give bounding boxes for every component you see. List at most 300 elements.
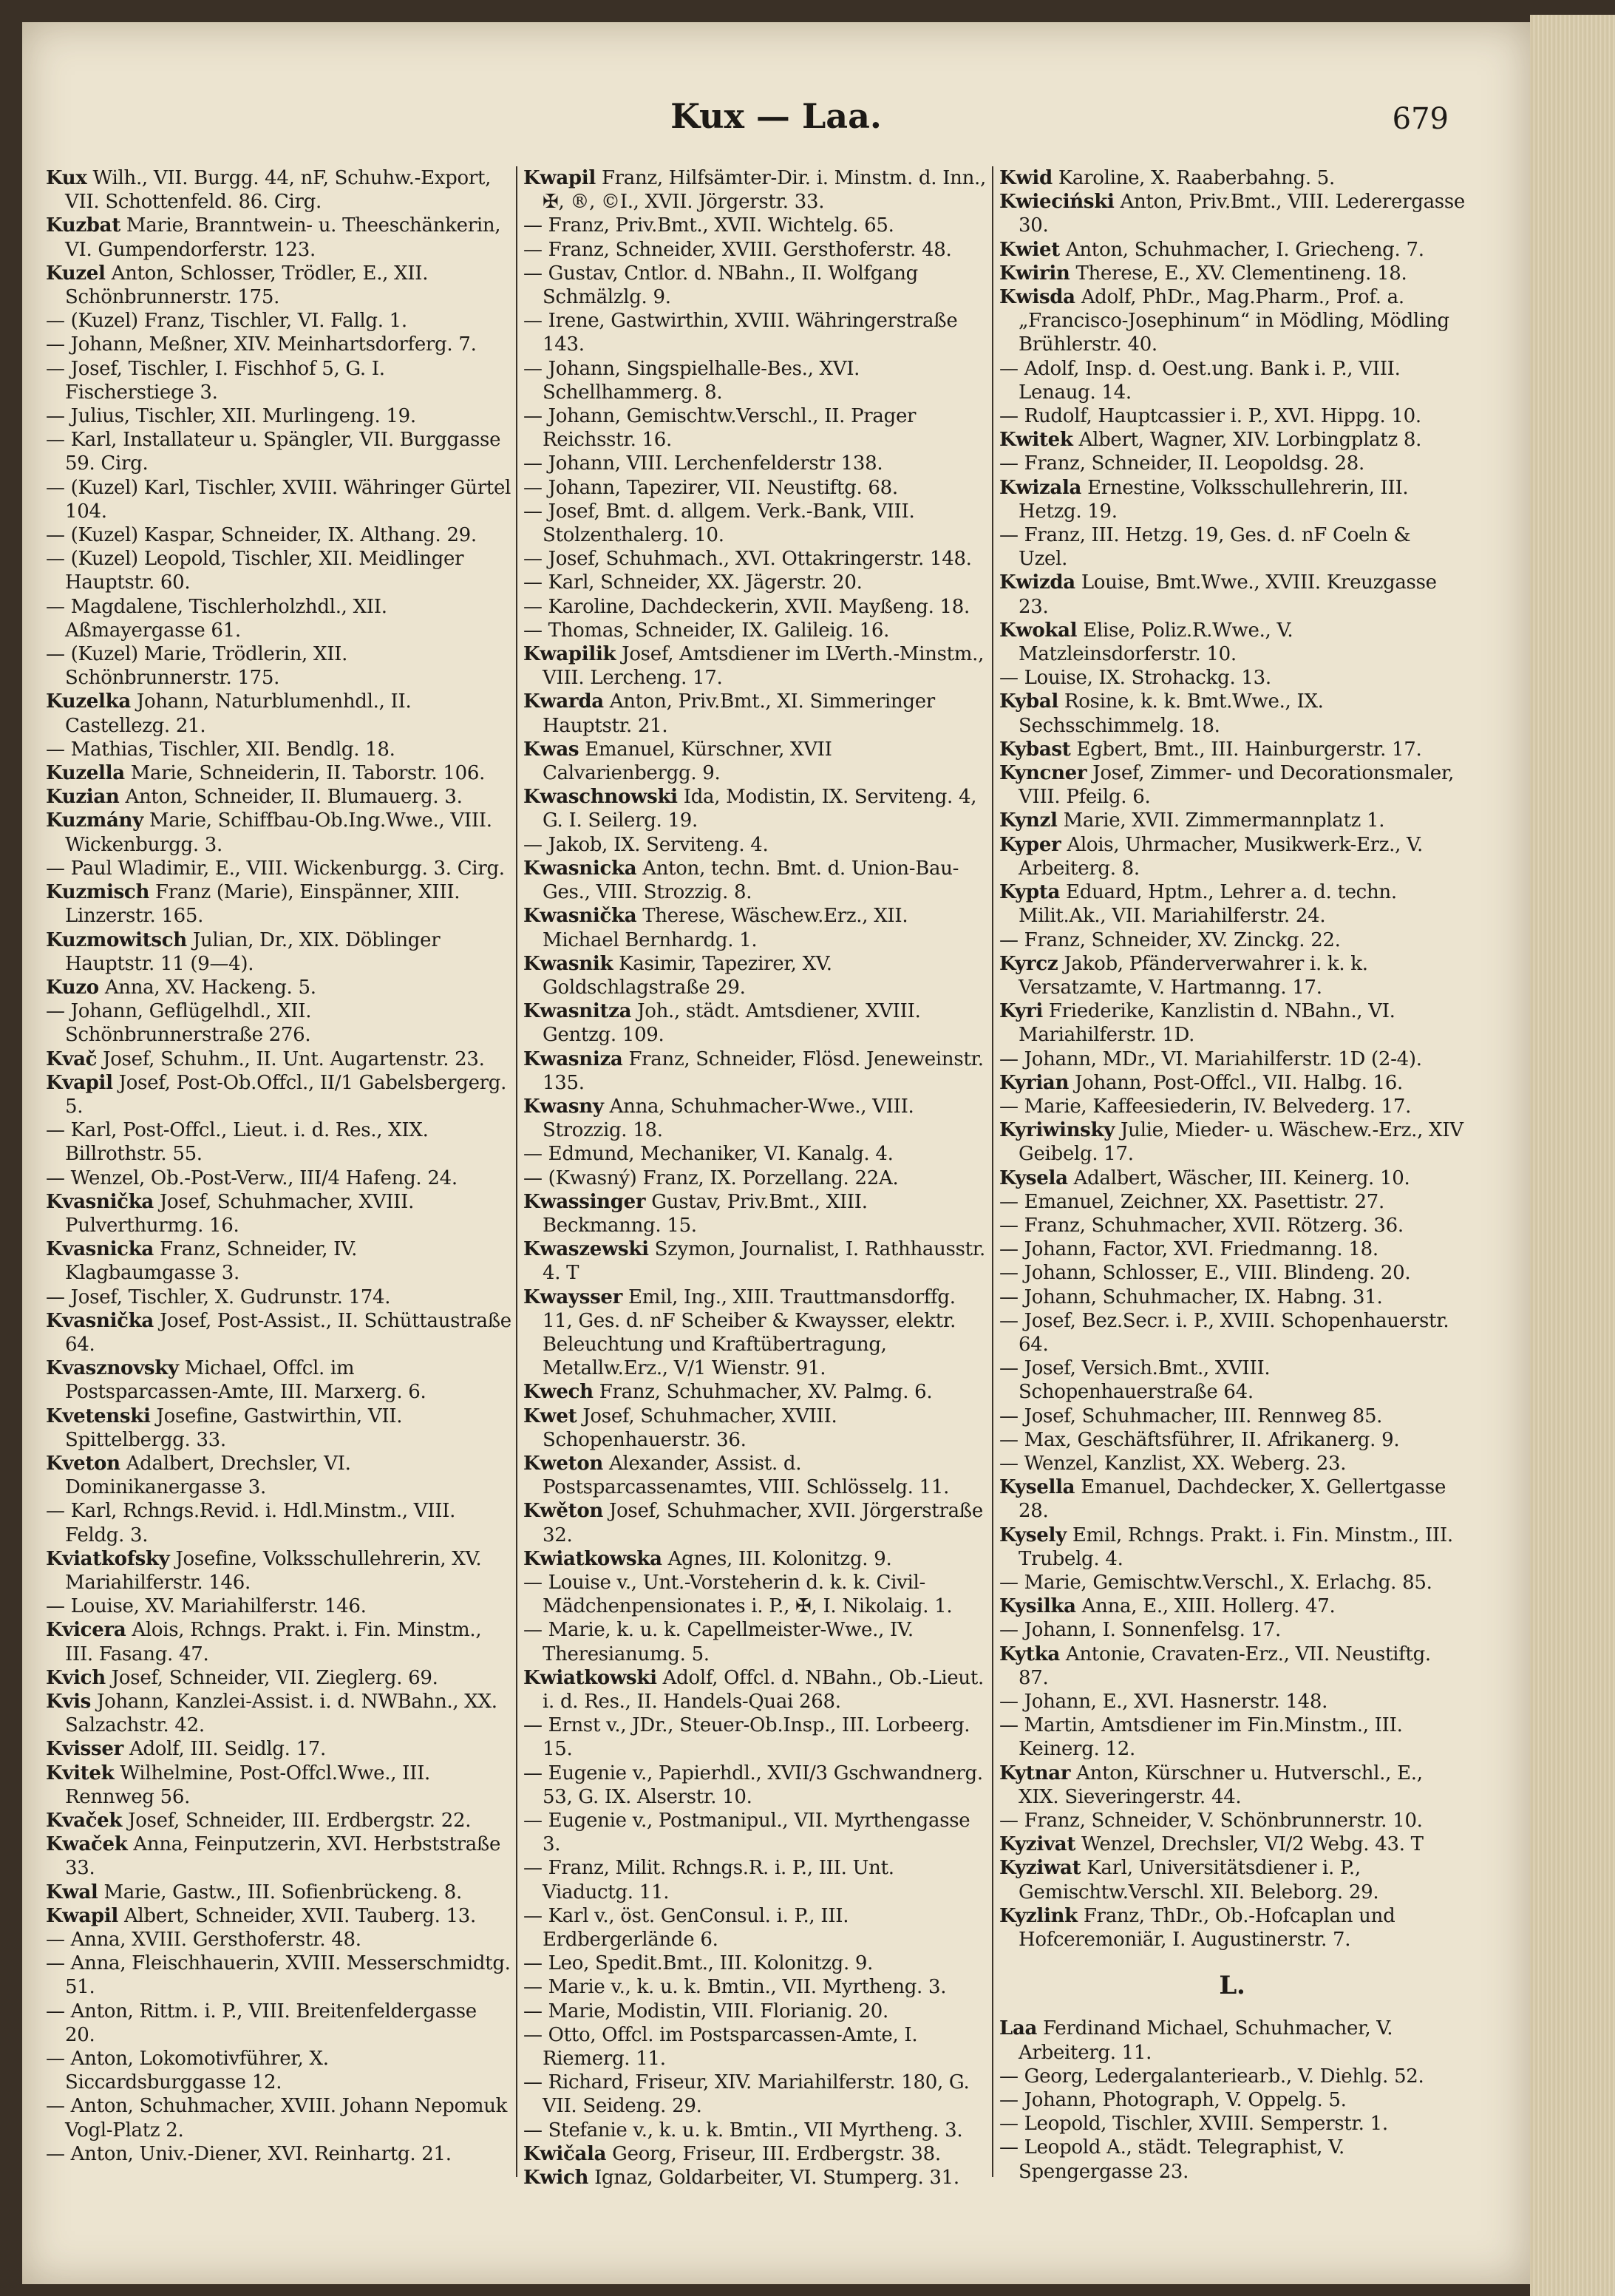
entry-surname: Kwasnička xyxy=(523,905,637,928)
entry-text: — Josef, Versich.Bmt., XVIII. Schopenhauerstraße 64. xyxy=(999,1357,1271,1404)
directory-entry xyxy=(46,785,511,809)
directory-entry xyxy=(523,1499,989,1546)
directory-entry xyxy=(999,2088,1465,2112)
entry-surname: Kwaček xyxy=(46,1833,128,1856)
entry-text: Emil, Ing., XIII. Trauttmansdorffg. 11, Ges. d. nF Scheiber & Kwaysser, elektr. Beleuchtung und Kraftübertragung, Metallw.Erz., V/1 Wienstr. 91. xyxy=(543,1285,956,1380)
directory-entry xyxy=(46,1690,511,1737)
entry-text: Josef, Post-Ob.Offcl., II/1 Gabelsbergerg. 5. xyxy=(65,1071,507,1118)
directory-entry xyxy=(523,952,989,999)
entry-surname: Kvitek xyxy=(46,1762,115,1784)
directory-entry xyxy=(46,642,511,690)
entry-surname: Kuzelka xyxy=(46,690,131,713)
directory-entry xyxy=(46,547,511,594)
entry-text: — Marie, Kaffeesiederin, IV. Belvederg. 17. xyxy=(999,1095,1412,1118)
directory-entry xyxy=(46,1666,511,1690)
directory-entry xyxy=(999,1405,1465,1428)
entry-surname: Kwizala xyxy=(999,476,1082,499)
entry-text: Egbert, Bmt., III. Hainburgerstr. 17. xyxy=(1076,738,1422,761)
entry-text: Marie, Gastw., III. Sofienbrückeng. 8. xyxy=(103,1881,463,1903)
directory-entry xyxy=(999,619,1465,666)
directory-entry xyxy=(523,738,989,785)
entry-text: Louise, Bmt.Wwe., XVIII. Kreuzgasse 23. xyxy=(1019,571,1437,618)
directory-entry xyxy=(46,2047,511,2094)
entry-text: Albert, Schneider, XVII. Tauberg. 13. xyxy=(123,1904,476,1927)
entry-text: Johann, Naturblumenhdl., II. Castellezg. 21. xyxy=(65,690,412,737)
entry-text: — Josef, Bmt. d. allgem. Verk.-Bank, VIII. Stolzenthalerg. 10. xyxy=(523,500,915,547)
entry-surname: Kyncner xyxy=(999,762,1087,785)
directory-entry xyxy=(523,642,989,690)
directory-entry xyxy=(523,904,989,951)
entry-surname: Kwaysser xyxy=(523,1285,623,1308)
entry-surname: Kwiatkowska xyxy=(523,1547,662,1570)
entry-surname: Kyzivat xyxy=(999,1833,1076,1856)
entry-text: — Johann, MDr., VI. Mariahilferstr. 1D (2-4). xyxy=(999,1047,1422,1070)
directory-entry xyxy=(46,1952,511,1999)
directory-entry xyxy=(999,1475,1465,1523)
entry-text: — Irene, Gastwirthin, XVIII. Währingerstraße 143. xyxy=(523,310,958,356)
entry-surname: Kwasny xyxy=(523,1095,604,1118)
entry-text: — Georg, Ledergalanteriearb., V. Diehlg. 52. xyxy=(999,2065,1424,2088)
entry-text: Anton, techn. Bmt. d. Union-Bau-Ges., VIII. Strozzig. 8. xyxy=(543,857,959,904)
entry-text: — Johann, Meßner, XIV. Meinhartsdorferg. 7. xyxy=(46,333,477,356)
entry-text: — Mathias, Tischler, XII. Bendlg. 18. xyxy=(46,738,395,761)
directory-entry xyxy=(999,404,1465,428)
directory-entry xyxy=(523,500,989,547)
entry-text: Josef, Schneider, III. Erdbergstr. 22. xyxy=(128,1810,472,1833)
entry-surname: Kybast xyxy=(999,738,1071,761)
directory-entry xyxy=(999,833,1465,880)
entry-text: Alois, Rchngs. Prakt. i. Fin. Minstm., III. Fasang. 47. xyxy=(65,1619,482,1665)
entry-text: — Karl, Installateur u. Spängler, VII. Burggasse 59. Cirg. xyxy=(46,429,501,475)
directory-entry xyxy=(46,428,511,475)
directory-entry xyxy=(999,1071,1465,1095)
entry-surname: Kwiet xyxy=(999,238,1060,261)
directory-entry xyxy=(999,880,1465,928)
entry-text: — Thomas, Schneider, IX. Galileig. 16. xyxy=(523,619,890,642)
entry-surname: Kwasniza xyxy=(523,1047,623,1070)
directory-entry xyxy=(523,1405,989,1452)
entry-text: — Franz, Schneider, V. Schönbrunnerstr. 10. xyxy=(999,1810,1423,1833)
entry-surname: Kysely xyxy=(999,1524,1067,1546)
entry-text: — Karl, Post-Offcl., Lieut. i. d. Res., XIX. Billrothstr. 55. xyxy=(46,1119,429,1166)
entry-surname: Kuzel xyxy=(46,262,106,285)
entry-text: Josef, Zimmer- und Decorationsmaler, VIII. Pfeilg. 6. xyxy=(1019,762,1455,809)
entry-surname: Kvasnička xyxy=(46,1190,154,1213)
directory-entry xyxy=(523,1380,989,1404)
entry-text: Josef, Schneider, VII. Zieglerg. 69. xyxy=(111,1666,438,1689)
directory-entry xyxy=(999,1762,1465,1809)
entry-text: Therese, Wäschew.Erz., XII. Michael Bernhardg. 1. xyxy=(543,905,908,951)
entry-surname: Kyzlink xyxy=(999,1904,1078,1927)
entry-text: — Johann, Geflügelhdl., XII. Schönbrunnerstraße 276. xyxy=(46,1000,312,1047)
entry-surname: Kwasnicka xyxy=(523,857,637,880)
entry-text: — Edmund, Mechaniker, VI. Kanalg. 4. xyxy=(523,1143,894,1166)
entry-text: Anton, Schneider, II. Blumauerg. 3. xyxy=(125,786,463,809)
directory-entry xyxy=(999,1524,1465,1571)
entry-text: Elise, Poliz.R.Wwe., V. Matzleinsdorferstr. 10. xyxy=(1019,619,1293,666)
directory-entry xyxy=(999,1047,1465,1071)
directory-entry xyxy=(999,1190,1465,1214)
directory-entry xyxy=(523,1190,989,1237)
entry-text: — Anton, Lokomotivführer, X. Siccardsburggasse 12. xyxy=(46,2048,329,2094)
entry-text: Szymon, Journalist, I. Rathhausstr. 4. T xyxy=(543,1238,986,1285)
entry-surname: Kwech xyxy=(523,1381,594,1404)
entry-surname: Kvasnicka xyxy=(46,1238,154,1261)
entry-text: — Josef, Tischler, I. Fischhof 5, G. I. Fischerstiege 3. xyxy=(46,357,385,404)
directory-entry xyxy=(46,309,511,333)
entry-text: Alexander, Assist. d. Postsparcassenamtes, VIII. Schlösselg. 11. xyxy=(543,1452,950,1499)
directory-entry xyxy=(46,1190,511,1237)
directory-entry xyxy=(999,1285,1465,1309)
directory-entry xyxy=(46,214,511,261)
entry-text: Julie, Mieder- u. Wäschew.-Erz., XIV Geibelg. 17. xyxy=(1019,1119,1463,1166)
directory-entry xyxy=(523,309,989,356)
directory-entry xyxy=(999,1833,1465,1856)
directory-entry xyxy=(523,1547,989,1571)
entry-text: — Paul Wladimir, E., VIII. Wickenburgg. 3. Cirg. xyxy=(46,857,505,880)
column-1 xyxy=(46,166,511,2166)
entry-text: Wilhelmine, Post-Offcl.Wwe., III. Rennweg 56. xyxy=(65,1762,431,1808)
column-3-entries xyxy=(999,166,1465,1952)
entry-surname: Kwapil xyxy=(46,1904,118,1927)
directory-entry xyxy=(46,857,511,880)
directory-entry xyxy=(523,1975,989,1999)
directory-entry xyxy=(523,619,989,642)
entry-surname: Kytnar xyxy=(999,1762,1071,1784)
entry-text: Jakob, Pfänderverwahrer i. k. k. Versatzamte, V. Hartmanng. 17. xyxy=(1019,952,1368,999)
directory-entry xyxy=(523,238,989,262)
entry-surname: Kyriwinsky xyxy=(999,1119,1115,1142)
directory-entry xyxy=(46,880,511,928)
directory-entry xyxy=(46,1547,511,1594)
entry-text: Josef, Schuhmacher, XVII. Jörgerstraße 32. xyxy=(543,1500,983,1546)
directory-entry xyxy=(46,1833,511,1880)
directory-entry xyxy=(46,809,511,856)
entry-text: — Johann, Factor, XVI. Friedmanng. 18. xyxy=(999,1238,1378,1261)
entry-text: — Josef, Tischler, X. Gudrunstr. 174. xyxy=(46,1285,391,1308)
entry-surname: Kwičala xyxy=(523,2142,607,2165)
entry-text: — (Kuzel) Karl, Tischler, XVIII. Währinger Gürtel 104. xyxy=(46,476,511,523)
entry-text: — Anton, Univ.-Diener, XVI. Reinhartg. 21. xyxy=(46,2142,452,2165)
entry-surname: Kwitek xyxy=(999,429,1073,452)
entry-text: — Franz, III. Hetzg. 19, Ges. d. nF Coeln & Uzel. xyxy=(999,524,1411,571)
entry-text: — Rudolf, Hauptcassier i. P., XVI. Hippg. 10. xyxy=(999,405,1421,428)
directory-entry xyxy=(523,1856,989,1903)
directory-entry xyxy=(523,166,989,214)
entry-surname: Kviatkofsky xyxy=(46,1547,170,1570)
entry-text: Adalbert, Wäscher, III. Keinerg. 10. xyxy=(1073,1166,1410,1189)
directory-entry xyxy=(999,1856,1465,1903)
directory-entry xyxy=(523,1952,989,1975)
directory-entry xyxy=(523,2071,989,2118)
entry-text: — Marie, Modistin, VIII. Florianig. 20. xyxy=(523,2000,888,2022)
entry-text: — Eugenie v., Papierhdl., XVII/3 Gschwandnerg. 53, G. IX. Alserstr. 10. xyxy=(523,1762,983,1808)
entry-text: — Leopold, Tischler, XVIII. Semperstr. 1. xyxy=(999,2113,1388,2136)
entry-text: — Max, Geschäftsführer, II. Afrikanerg. 9. xyxy=(999,1428,1400,1451)
directory-page xyxy=(22,22,1530,2284)
entry-text: — Wenzel, Ob.-Post-Verw., III/4 Hafeng. 24. xyxy=(46,1166,458,1189)
directory-entry xyxy=(999,1428,1465,1452)
directory-entry xyxy=(999,476,1465,523)
directory-entry xyxy=(999,166,1465,190)
directory-entry xyxy=(999,952,1465,999)
entry-text: — Karl, Rchngs.Revid. i. Hdl.Minstm., VIII. Feldg. 3. xyxy=(46,1500,456,1546)
entry-text: — Louise, XV. Mariahilferstr. 146. xyxy=(46,1595,367,1618)
entry-text: Agnes, III. Kolonitzg. 9. xyxy=(667,1547,892,1570)
entry-text: — Johann, VIII. Lerchenfelderstr 138. xyxy=(523,452,883,475)
directory-entry xyxy=(999,738,1465,761)
directory-entry xyxy=(46,523,511,547)
directory-entry xyxy=(523,2142,989,2166)
directory-entry xyxy=(46,1499,511,1546)
directory-entry xyxy=(999,2017,1465,2064)
directory-entry xyxy=(523,571,989,594)
entry-text: — Johann, Schuhmacher, IX. Habng. 31. xyxy=(999,1285,1383,1308)
directory-entry xyxy=(46,976,511,999)
entry-text: — Magdalene, Tischlerholzhdl., XII. Aßmayergasse 61. xyxy=(46,595,387,642)
directory-entry xyxy=(523,785,989,832)
entry-text: Kasimir, Tapezirer, XV. Goldschlagstraße 29. xyxy=(543,952,832,999)
directory-entry xyxy=(523,690,989,737)
entry-text: Anna, Schuhmacher-Wwe., VIII. Strozzig. 18. xyxy=(543,1095,914,1142)
directory-entry xyxy=(999,238,1465,262)
entry-surname: Kyrcz xyxy=(999,952,1058,975)
entry-text: — Johann, Schlosser, E., VIII. Blindeng. 20. xyxy=(999,1262,1411,1285)
directory-entry xyxy=(46,928,511,976)
directory-entry xyxy=(999,1118,1465,1166)
entry-text: Josef, Schuhmacher, XVIII. Schopenhauerstr. 36. xyxy=(543,1405,837,1451)
entry-surname: Kwassinger xyxy=(523,1190,646,1213)
directory-entry xyxy=(523,1047,989,1095)
directory-entry xyxy=(46,2000,511,2047)
directory-entry xyxy=(523,452,989,475)
directory-entry xyxy=(999,1356,1465,1404)
directory-entry xyxy=(46,999,511,1047)
entry-text: Anton, Priv.Bmt., XI. Simmeringer Hauptstr. 21. xyxy=(543,690,935,737)
directory-entry xyxy=(999,1690,1465,1713)
directory-entry xyxy=(46,404,511,428)
entry-surname: Kwet xyxy=(523,1405,577,1427)
directory-entry xyxy=(46,1237,511,1285)
entry-surname: Kveton xyxy=(46,1452,120,1475)
entry-text: — Louise v., Unt.-Vorsteherin d. k. k. Civil-Mädchenpensionates i. P., ✠, I. Nikolaig. 1. xyxy=(523,1571,953,1618)
entry-text: Marie, Schiffbau-Ob.Ing.Wwe., VIII. Wickenburgg. 3. xyxy=(65,809,492,856)
directory-entry xyxy=(999,666,1465,690)
entry-surname: Kytka xyxy=(999,1643,1060,1665)
directory-entry xyxy=(999,1809,1465,1833)
entry-text: Michael, Offcl. im Postsparcassen-Amte, III. Marxerg. 6. xyxy=(65,1357,426,1404)
entry-text: Ernestine, Volksschullehrerin, III. Hetzg. 19. xyxy=(1019,476,1409,523)
directory-entry xyxy=(523,1762,989,1809)
directory-entry xyxy=(46,1904,511,1928)
entry-text: — Franz, Schneider, II. Leopoldsg. 28. xyxy=(999,452,1365,475)
entry-surname: Kvicera xyxy=(46,1619,126,1642)
directory-entry xyxy=(999,523,1465,571)
directory-entry xyxy=(46,1071,511,1118)
entry-text: — Julius, Tischler, XII. Murlingeng. 19. xyxy=(46,405,416,428)
entry-text: — Marie, k. u. k. Capellmeister-Wwe., IV. Theresianumg. 5. xyxy=(523,1619,914,1665)
directory-entry xyxy=(999,1904,1465,1952)
directory-entry xyxy=(523,1142,989,1166)
entry-surname: Kuzmány xyxy=(46,809,143,832)
entry-text: Josefine, Volksschullehrerin, XV. Mariahilferstr. 146. xyxy=(65,1547,482,1594)
entry-surname: Kwarda xyxy=(523,690,604,713)
entry-text: — (Kwasný) Franz, IX. Porzellang. 22A. xyxy=(523,1166,899,1189)
column-2 xyxy=(523,166,989,2190)
entry-text: Josef, Schuhm., II. Unt. Augartenstr. 23. xyxy=(103,1047,485,1070)
entry-text: Anton, Priv.Bmt., VIII. Lederergasse 30. xyxy=(1019,191,1465,237)
entry-text: — Franz, Schneider, XVIII. Gersthoferstr. 48. xyxy=(523,238,952,261)
directory-entry xyxy=(523,357,989,404)
directory-entry xyxy=(46,1047,511,1071)
entry-text: Friederike, Kanzlistin d. NBahn., VI. Mariahilferstr. 1D. xyxy=(1019,1000,1395,1047)
entry-surname: Kwasnik xyxy=(523,952,613,975)
entry-surname: Kvasnička xyxy=(46,1309,154,1332)
directory-entry xyxy=(999,1452,1465,1475)
directory-entry xyxy=(46,2094,511,2142)
entry-text: — (Kuzel) Kaspar, Schneider, IX. Althang. 29. xyxy=(46,524,477,547)
entry-text: — Johann, E., XVI. Hasnerstr. 148. xyxy=(999,1691,1328,1713)
entry-surname: Kyri xyxy=(999,1000,1043,1023)
entry-surname: Kysella xyxy=(999,1476,1075,1499)
entry-text: — Marie, Gemischtw.Verschl., X. Erlachg. 85. xyxy=(999,1571,1432,1594)
entry-surname: Kwasnitza xyxy=(523,1000,632,1023)
directory-entry xyxy=(523,214,989,237)
entry-text: Josef, Post-Assist., II. Schüttaustraße 64. xyxy=(65,1309,511,1356)
directory-entry xyxy=(523,2023,989,2071)
entry-surname: Kwapil xyxy=(523,167,596,189)
entry-text: — Jakob, IX. Serviteng. 4. xyxy=(523,833,769,856)
entry-surname: Kvasznovsky xyxy=(46,1357,179,1380)
entry-text: — Josef, Schuhmacher, III. Rennweg 85. xyxy=(999,1405,1383,1427)
directory-entry xyxy=(523,547,989,571)
directory-entry xyxy=(46,1118,511,1166)
directory-entry xyxy=(46,1452,511,1499)
directory-entry xyxy=(523,857,989,904)
entry-surname: Kwal xyxy=(46,1881,98,1903)
entry-text: — Wenzel, Kanzlist, XX. Weberg. 23. xyxy=(999,1452,1347,1475)
directory-entry xyxy=(46,1309,511,1356)
directory-entry xyxy=(46,333,511,356)
entry-text: Franz, ThDr., Ob.-Hofcaplan und Hofceremoniär, I. Augustinerstr. 7. xyxy=(1019,1904,1395,1952)
entry-text: — Karoline, Dachdeckerin, XVII. Mayßeng. 18. xyxy=(523,595,970,618)
directory-entry xyxy=(46,1881,511,1904)
entry-text: Adolf, Offcl. d. NBahn., Ob.-Lieut. i. d. Res., II. Handels-Quai 268. xyxy=(543,1666,984,1713)
entry-text: Josef, Schuhmacher, XVIII. Pulverthurmg. 16. xyxy=(65,1190,415,1237)
directory-entry xyxy=(999,1713,1465,1761)
entry-text: — Johann, Photograph, V. Oppelg. 5. xyxy=(999,2089,1347,2112)
directory-entry xyxy=(999,690,1465,737)
directory-entry xyxy=(999,428,1465,452)
entry-text: — Adolf, Insp. d. Oest.ung. Bank i. P., VIII. Lenaug. 14. xyxy=(999,357,1401,404)
directory-entry xyxy=(999,2112,1465,2136)
entry-text: Karl, Universitätsdiener i. P., Gemischtw.Verschl. XII. Beleborg. 29. xyxy=(1019,1857,1379,1903)
directory-entry xyxy=(523,1285,989,1381)
entry-surname: Kvapil xyxy=(46,1071,113,1094)
directory-entry xyxy=(999,1095,1465,1118)
entry-text: Wenzel, Drechsler, VI/2 Webg. 43. T xyxy=(1081,1833,1424,1856)
entry-surname: Kuzbat xyxy=(46,214,120,237)
entry-text: Johann, Post-Offcl., VII. Halbg. 16. xyxy=(1075,1071,1403,1094)
entry-surname: Kvisser xyxy=(46,1738,123,1761)
entry-text: — Johann, I. Sonnenfelsg. 17. xyxy=(999,1619,1281,1642)
entry-text: Ferdinand Michael, Schuhmacher, V. Arbeiterg. 11. xyxy=(1019,2017,1393,2064)
entry-text: — Otto, Offcl. im Postsparcassen-Amte, I. Riemerg. 11. xyxy=(523,2023,918,2071)
entry-text: Emanuel, Dachdecker, X. Gellertgasse 28. xyxy=(1019,1476,1446,1523)
column-3 xyxy=(999,166,1465,2184)
entry-text: — Franz, Schuhmacher, XVII. Rötzerg. 36. xyxy=(999,1214,1404,1237)
entry-text: Rosine, k. k. Bmt.Wwe., IX. Sechsschimmelg. 18. xyxy=(1019,690,1324,737)
entry-text: — Stefanie v., k. u. k. Bmtin., VII Myrtheng. 3. xyxy=(523,2119,963,2142)
entry-text: — Marie v., k. u. k. Bmtin., VII. Myrtheng. 3. xyxy=(523,1976,947,1999)
directory-entry xyxy=(46,1356,511,1404)
directory-entry xyxy=(523,2119,989,2142)
entry-text: Franz, Schneider, Flösd. Jeneweinstr. 135. xyxy=(543,1047,984,1094)
entry-text: — (Kuzel) Franz, Tischler, VI. Fallg. 1. xyxy=(46,310,407,333)
entry-surname: Kybal xyxy=(999,690,1058,713)
directory-entry xyxy=(999,761,1465,809)
entry-surname: Kwirin xyxy=(999,262,1070,285)
entry-text: Anton, Kürschner u. Hutverschl., E., XIX. Sieveringerstr. 44. xyxy=(1019,1762,1423,1808)
entry-text: Anna, E., XIII. Hollerg. 47. xyxy=(1081,1595,1336,1618)
entry-text: Adalbert, Drechsler, VI. Dominikanergasse 3. xyxy=(65,1452,351,1499)
directory-entry xyxy=(46,1809,511,1833)
directory-entry xyxy=(523,262,989,309)
entry-text: — Anton, Schuhmacher, XVIII. Johann Nepomuk Vogl-Platz 2. xyxy=(46,2095,508,2142)
entry-text: Adolf, III. Seidlg. 17. xyxy=(129,1738,327,1761)
entry-surname: Kuzo xyxy=(46,976,99,999)
entry-text: Marie, Branntwein- u. Theeschänkerin, VI. Gumpendorferstr. 123. xyxy=(65,214,501,261)
entry-text: — Johann, Gemischtw.Verschl., II. Prager Reichsstr. 16. xyxy=(523,405,917,452)
directory-entry xyxy=(523,1095,989,1142)
directory-entry xyxy=(999,262,1465,285)
directory-entry xyxy=(46,1285,511,1309)
directory-entry xyxy=(523,2000,989,2023)
entry-surname: Kwisda xyxy=(999,286,1075,309)
entry-text: Josef, Amtsdiener im LVerth.-Minstm., VIII. Lercheng. 17. xyxy=(543,643,985,690)
directory-entry xyxy=(46,1928,511,1952)
directory-entry xyxy=(46,1405,511,1452)
entry-surname: Kvač xyxy=(46,1047,98,1070)
entry-surname: Kuzmowitsch xyxy=(46,928,187,951)
directory-entry xyxy=(999,809,1465,832)
entry-text: Emanuel, Kürschner, XVII Calvarienbergg. 9. xyxy=(543,738,832,785)
entry-text: Ignaz, Goldarbeiter, VI. Stumperg. 31. xyxy=(594,2167,959,2190)
entry-surname: Laa xyxy=(999,2017,1038,2040)
directory-entry xyxy=(523,1571,989,1618)
entry-text: Franz, Schuhmacher, XV. Palmg. 6. xyxy=(599,1381,933,1404)
directory-entry xyxy=(999,1571,1465,1594)
entry-text: Josefine, Gastwirthin, VII. Spittelbergg. 33. xyxy=(65,1405,403,1451)
entry-text: — Karl, Schneider, XX. Jägerstr. 20. xyxy=(523,571,863,594)
entry-text: Franz, Schneider, IV. Klagbaumgasse 3. xyxy=(65,1238,358,1285)
directory-entry xyxy=(999,1261,1465,1285)
section-letter: L. xyxy=(1219,1971,1245,2001)
directory-entry xyxy=(46,1166,511,1190)
directory-entry xyxy=(523,1452,989,1499)
entry-surname: Kvetenski xyxy=(46,1405,151,1427)
entry-text: Joh., städt. Amtsdiener, XVIII. Gentzg. 109. xyxy=(543,1000,921,1047)
directory-entry xyxy=(523,1618,989,1665)
directory-entry xyxy=(523,404,989,452)
directory-entry xyxy=(999,190,1465,237)
entry-text: — Josef, Schuhmach., XVI. Ottakringerstr. 148. xyxy=(523,548,972,571)
entry-text: Karoline, X. Raaberbahng. 5. xyxy=(1058,167,1335,189)
entry-text: — Richard, Friseur, XIV. Mariahilferstr. 180, G. VII. Seideng. 29. xyxy=(523,2071,970,2118)
directory-entry xyxy=(999,452,1465,475)
entry-text: Georg, Friseur, III. Erdbergstr. 38. xyxy=(612,2142,941,2165)
entry-surname: Kuzian xyxy=(46,786,120,809)
